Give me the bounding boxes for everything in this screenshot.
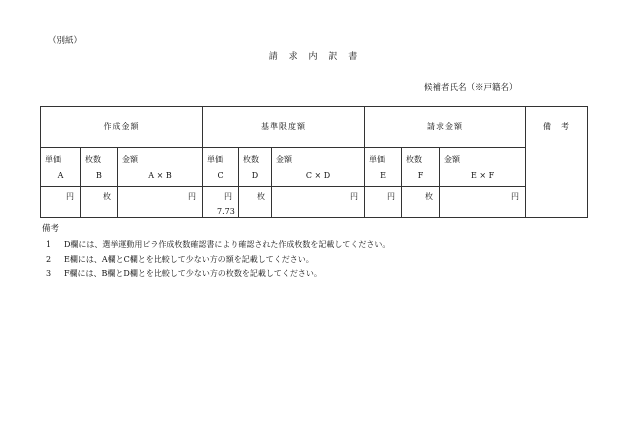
value-cell-c[interactable]: 円 7.73 xyxy=(203,187,239,218)
column-header-e: 単価 E xyxy=(365,148,402,187)
value-cell-exf[interactable]: 円 xyxy=(440,187,526,218)
value-row xyxy=(41,187,588,218)
note-item: 1 D欄には、選挙運動用ビラ作成枚数確認書により確認された作成枚数を記載してください。 xyxy=(46,240,391,249)
group-header-row xyxy=(41,107,588,148)
column-header-a: 単価 A xyxy=(41,148,81,187)
remarks-column xyxy=(526,107,588,218)
column-header-axb: 金額 A × B xyxy=(118,148,203,187)
column-header-cxd: 金額 C × D xyxy=(272,148,365,187)
notes-title: 備考 xyxy=(42,224,60,234)
group-header-limit: 基準限度額 xyxy=(203,107,365,148)
value-cell-f[interactable]: 枚 xyxy=(402,187,440,218)
column-header-d: 枚数 D xyxy=(239,148,272,187)
claim-breakdown-table xyxy=(40,106,588,218)
note-item: 3 F欄には、B欄とD欄とを比較して少ない方の枚数を記載してください。 xyxy=(46,269,322,278)
column-header-c: 単価 C xyxy=(203,148,239,187)
group-header-claim: 請求金額 xyxy=(365,107,526,148)
column-header-b: 枚数 B xyxy=(81,148,118,187)
value-cell-cxd[interactable]: 円 xyxy=(272,187,365,218)
attachment-label: （別紙） xyxy=(48,36,83,46)
candidate-name-label: 候補者氏名（※戸籍名） xyxy=(424,83,518,93)
remarks-header: 備 考 xyxy=(543,122,571,131)
group-header-production: 作成金額 xyxy=(41,107,203,148)
value-cell-axb[interactable]: 円 xyxy=(118,187,203,218)
column-header-exf: 金額 E × F xyxy=(440,148,526,187)
note-item: 2 E欄には、A欄とC欄とを比較して少ない方の額を記載してください。 xyxy=(46,255,314,264)
document-title: 請 求 内 訳 書 xyxy=(268,52,362,62)
column-header-row xyxy=(41,148,588,187)
value-cell-b[interactable]: 枚 xyxy=(81,187,118,218)
value-cell-d[interactable]: 枚 xyxy=(239,187,272,218)
value-cell-a[interactable]: 円 xyxy=(41,187,81,218)
unit-price-c-value: 7.73 xyxy=(217,207,235,216)
column-header-f: 枚数 F xyxy=(402,148,440,187)
value-cell-e[interactable]: 円 xyxy=(365,187,402,218)
